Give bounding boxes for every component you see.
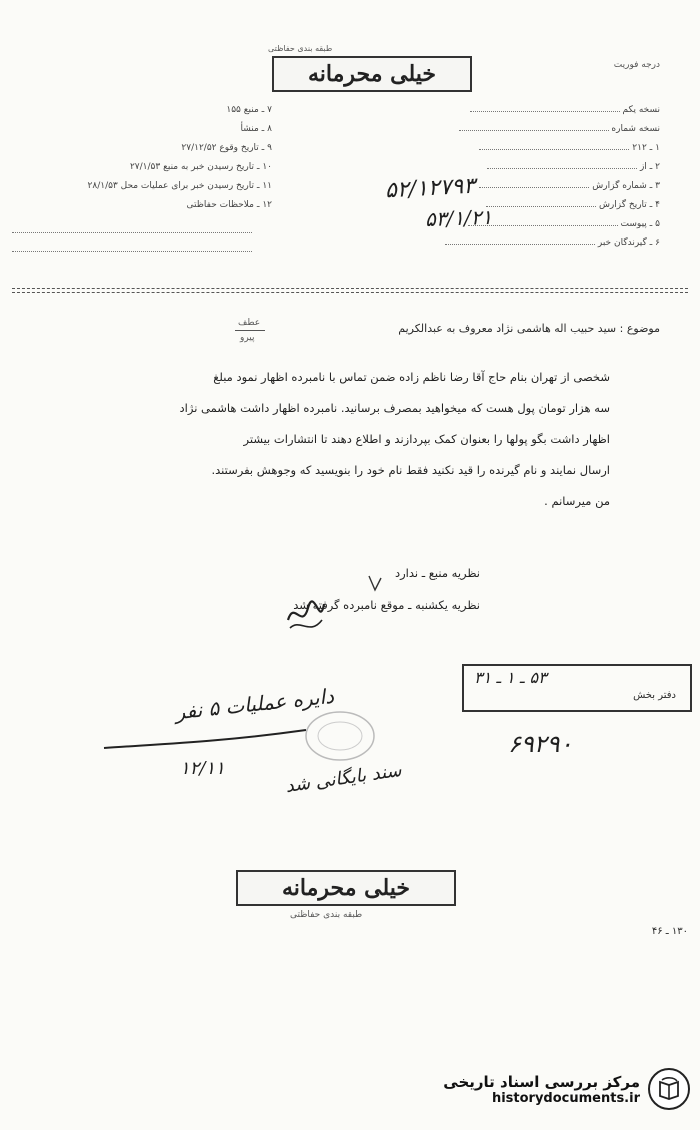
right-item: ۳ ـ شماره گزارش <box>400 180 660 192</box>
document-code: ۱۳۰ ـ ۴۶ <box>651 926 688 937</box>
bottom-class-caption: طبقه بندی حفاظتی <box>290 910 363 920</box>
report-body <box>50 370 610 525</box>
header-divider <box>12 288 688 289</box>
office-stamp <box>462 664 692 712</box>
left-item: ۱۲ ـ ملاحظات حفاظتی <box>186 200 272 210</box>
chief-opinion: نظریه یکشنبه ـ موقع نامبرده گرفته شد <box>293 598 480 612</box>
header-left-column <box>12 104 272 256</box>
source-opinion: نظریه منبع ـ ندارد <box>394 566 480 580</box>
left-item: ۹ ـ تاریخ وقوع ۲۷/۱۲/۵۲ <box>181 143 272 153</box>
right-item: ۵ ـ پیوست <box>400 218 660 230</box>
office-stamp-label: دفتر بخش <box>633 690 676 701</box>
right-item: نسخه شماره <box>400 123 660 135</box>
handwritten-number: ۶۹۲۹۰ <box>508 730 573 758</box>
office-stamp-number: ۵۳ ـ ۱ ـ ۳۱ <box>474 668 547 687</box>
blank-line <box>12 251 252 252</box>
handwritten-archive-note: سند بایگانی شد <box>284 759 403 798</box>
top-small-stamp-caption: طبقه بندی حفاظتی <box>268 44 333 53</box>
handwritten-date: ۱۲/۱۱ <box>180 758 225 779</box>
subject-row: موضوع : سید حبیب اله هاشمی نژاد معروف به عبدالکریم <box>398 322 660 335</box>
classification-stamp-bottom: خیلی محرمانه <box>236 870 456 906</box>
blank-line <box>12 232 252 233</box>
right-item: ۶ ـ گیرندگان خبر <box>400 237 660 249</box>
report-date-handwritten: ۵۳/۱/۲۱ <box>424 204 493 232</box>
right-item: ۲ ـ از <box>400 161 660 173</box>
subject-text: سید حبیب اله هاشمی نژاد معروف به عبدالکریم <box>398 322 617 335</box>
right-item: ۱ ـ ۲۱۲ <box>400 142 660 154</box>
followup-label: پیرو <box>240 333 255 343</box>
left-item: ۱۰ ـ تاریخ رسیدن خبر به منبع ۲۷/۱/۵۳ <box>129 162 272 172</box>
underline-stroke-icon <box>100 720 310 760</box>
header-divider-second <box>12 292 688 293</box>
brand-text <box>443 1073 640 1106</box>
brand-name: مرکز بررسی اسناد تاریخی <box>443 1072 640 1091</box>
left-item: ۱۱ ـ تاریخ رسیدن خبر برای عملیات محل ۲۸/۱/۵۳ <box>87 181 272 191</box>
body-line: ارسال نمایند و نام گیرنده را قید نکنید فقط نام خود را بنویسید که وجوهش بفرستند. <box>211 463 610 477</box>
report-number-handwritten: ۵۲/۱۲۷۹۳ <box>384 173 476 204</box>
left-item: ۸ ـ منشأ <box>240 124 272 134</box>
right-item: ۴ ـ تاریخ گزارش <box>400 199 660 211</box>
body-line: من میرسانم . <box>544 494 610 508</box>
tick-mark-icon <box>365 572 385 596</box>
faint-seal-icon <box>300 706 380 766</box>
body-line: سه هزار تومان پول هست که میخواهید بمصرف برسانید. نامبرده اظهار داشت هاشمی نژاد <box>179 401 610 415</box>
priority-label: درجه فوریت <box>613 60 660 70</box>
book-arrow-icon <box>648 1068 690 1110</box>
body-line: اظهار داشت بگو پولها را بعنوان کمک بپردازند و اطلاع دهند تا انتشارات بیشتر <box>243 432 610 446</box>
subject-label: موضوع <box>626 322 660 335</box>
brand-url: historydocuments.ir <box>491 1090 640 1106</box>
classification-stamp-top: خیلی محرمانه <box>272 56 472 92</box>
left-item: ۷ ـ منبع ۱۵۵ <box>226 105 272 115</box>
right-item: نسخه یکم <box>400 104 660 116</box>
brand-watermark <box>443 1068 690 1110</box>
signature-scribble-icon <box>280 590 330 640</box>
reference-label: عطف <box>238 318 261 328</box>
body-line: شخصی از تهران بنام حاج آقا رضا ناظم زاده ضمن تماس با نامبرده اظهار نمود مبلغ <box>213 370 610 384</box>
handwritten-dept-note: دایره عملیات ۵ نفر <box>174 683 335 725</box>
side-divider <box>235 330 265 331</box>
